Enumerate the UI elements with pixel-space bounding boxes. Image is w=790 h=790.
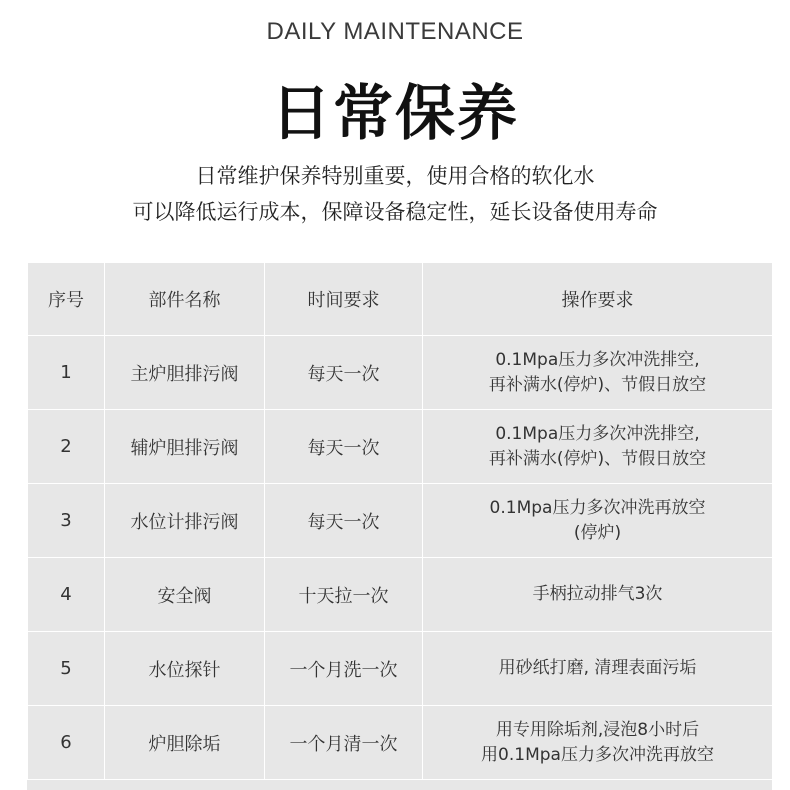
time-requirement: 每天一次 bbox=[265, 336, 423, 410]
column-header-part-name: 部件名称 bbox=[105, 263, 265, 336]
table-row bbox=[28, 558, 773, 632]
time-requirement: 一个月清一次 bbox=[265, 706, 423, 780]
time-requirement: 每天一次 bbox=[265, 410, 423, 484]
operation-line: 手柄拉动排气3次 bbox=[532, 584, 663, 604]
operation-line: 再补满水(停炉)、节假日放空 bbox=[488, 374, 707, 395]
operation-requirement bbox=[423, 706, 773, 780]
part-name: 水位计排污阀 bbox=[105, 484, 265, 558]
table-row bbox=[28, 410, 773, 484]
table-row bbox=[28, 336, 773, 410]
operation-line: 再补满水(停炉)、节假日放空 bbox=[488, 448, 707, 469]
page-title: 日常保养 bbox=[271, 79, 519, 149]
operation-line: 0.1Mpa压力多次冲洗排空, bbox=[495, 423, 700, 444]
maintenance-table-container bbox=[27, 262, 772, 790]
operation-requirement bbox=[423, 336, 773, 410]
table-row bbox=[28, 484, 773, 558]
subtitle-english: DAILY MAINTENANCE bbox=[266, 18, 524, 45]
part-name: 炉胆除垢 bbox=[105, 706, 265, 780]
operation-line: 用0.1Mpa压力多次冲洗再放空 bbox=[481, 744, 714, 765]
operation-line: (停炉) bbox=[573, 522, 622, 543]
part-name: 辅炉胆排污阀 bbox=[105, 410, 265, 484]
intro-text bbox=[0, 158, 790, 230]
operation-requirement bbox=[423, 558, 773, 632]
table-row bbox=[28, 706, 773, 780]
operation-requirement bbox=[423, 484, 773, 558]
table-row bbox=[28, 632, 773, 706]
column-header-time-requirement: 时间要求 bbox=[265, 263, 423, 336]
column-header-number: 序号 bbox=[28, 263, 105, 336]
operation-line: 用专用除垢剂,浸泡8小时后 bbox=[495, 719, 700, 740]
column-header-operation-requirement: 操作要求 bbox=[423, 263, 773, 336]
intro-line-1: 日常维护保养特别重要，使用合格的软化水 bbox=[195, 164, 595, 188]
operation-line: 0.1Mpa压力多次冲洗排空, bbox=[495, 349, 700, 370]
time-requirement: 每天一次 bbox=[265, 484, 423, 558]
time-requirement: 一个月洗一次 bbox=[265, 632, 423, 706]
maintenance-table bbox=[27, 262, 773, 780]
table-header-row bbox=[28, 263, 773, 336]
row-number: 1 bbox=[28, 336, 105, 410]
operation-requirement bbox=[423, 632, 773, 706]
part-name: 安全阀 bbox=[105, 558, 265, 632]
operation-requirement bbox=[423, 410, 773, 484]
operation-line: 用砂纸打磨, 清理表面污垢 bbox=[498, 658, 697, 678]
row-number: 6 bbox=[28, 706, 105, 780]
row-number: 5 bbox=[28, 632, 105, 706]
row-number: 3 bbox=[28, 484, 105, 558]
row-number: 4 bbox=[28, 558, 105, 632]
intro-line-2: 可以降低运行成本，保障设备稳定性，延长设备使用寿命 bbox=[132, 200, 658, 224]
row-number: 2 bbox=[28, 410, 105, 484]
time-requirement: 十天拉一次 bbox=[265, 558, 423, 632]
part-name: 主炉胆排污阀 bbox=[105, 336, 265, 410]
operation-line: 0.1Mpa压力多次冲洗再放空 bbox=[489, 497, 706, 518]
part-name: 水位探针 bbox=[105, 632, 265, 706]
